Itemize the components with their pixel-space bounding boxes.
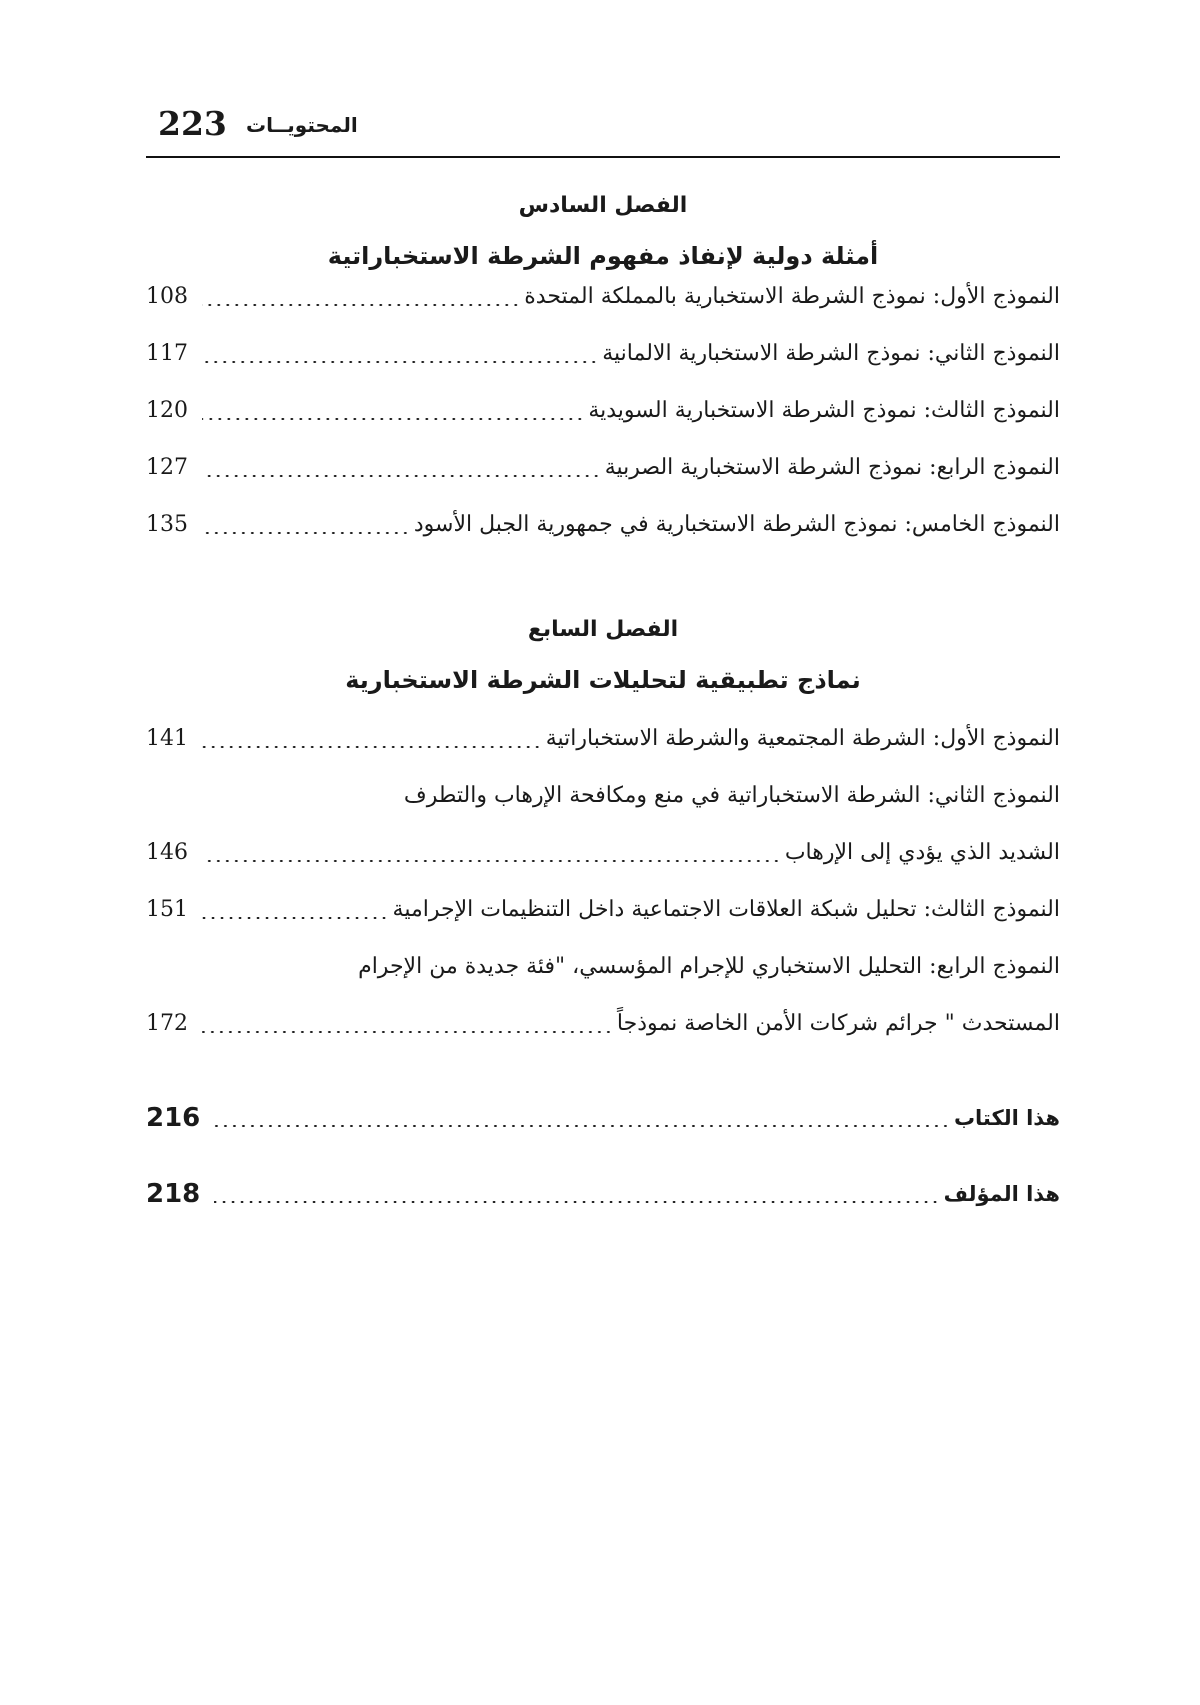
toc-entry-title: النموذج الثاني: الشرطة الاستخباراتية في منع ومكافحة الإرهاب والتطرف (403, 782, 1060, 808)
chapter-6-toc (146, 268, 1060, 553)
toc-entry[interactable] (146, 268, 1060, 325)
toc-entry[interactable] (146, 767, 1060, 824)
toc-entry-title: النموذج الرابع: التحليل الاستخباري للإجرام المؤسسي، "فئة جديدة من الإجرام (358, 953, 1060, 979)
dot-leader (202, 361, 598, 363)
toc-entry-continuation-text: المستحدث " جرائم شركات الأمن الخاصة نموذجاً (616, 1010, 1060, 1036)
toc-entry-title: النموذج الأول: نموذج الشرطة الاستخبارية بالمملكة المتحدة (524, 283, 1060, 309)
back-matter-page: 218 (146, 1179, 201, 1209)
toc-entry-page: 117 (146, 340, 188, 366)
dot-leader (202, 418, 584, 420)
back-matter-title: هذا الكتاب (953, 1106, 1060, 1130)
back-matter (146, 1080, 1060, 1232)
back-matter-entry[interactable] (146, 1080, 1060, 1156)
toc-entry-title: النموذج الخامس: نموذج الشرطة الاستخبارية في جمهورية الجبل الأسود (413, 511, 1060, 537)
toc-entry-page: 141 (146, 725, 188, 751)
toc-entry-title: النموذج الرابع: نموذج الشرطة الاستخبارية الصربية (604, 454, 1060, 480)
chapter-6-heading (146, 188, 1060, 276)
toc-entry-page: 146 (146, 839, 188, 865)
toc-entry[interactable] (146, 710, 1060, 767)
toc-entry[interactable] (146, 325, 1060, 382)
toc-entry[interactable] (146, 439, 1060, 496)
toc-entry-page: 172 (146, 1010, 188, 1036)
dot-leader (202, 917, 389, 919)
toc-entry[interactable] (146, 496, 1060, 553)
toc-entry-page: 120 (146, 397, 188, 423)
dot-leader (202, 475, 601, 477)
chapter-number: الفصل السابع (527, 617, 679, 642)
back-matter-page: 216 (146, 1103, 201, 1133)
toc-entry-title: النموذج الثالث: نموذج الشرطة الاستخبارية السويدية (588, 397, 1060, 423)
back-matter-entry[interactable] (146, 1156, 1060, 1232)
back-matter-title: هذا المؤلف (943, 1182, 1060, 1206)
toc-entry-continuation-text: الشديد الذي يؤدي إلى الإرهاب (784, 839, 1060, 865)
toc-entry[interactable] (146, 382, 1060, 439)
page-number: 223 (158, 104, 227, 143)
toc-entry-page: 151 (146, 896, 188, 922)
chapter-title: أمثلة دولية لإنفاذ مفهوم الشرطة الاستخباراتية (327, 242, 879, 270)
toc-entry[interactable] (146, 881, 1060, 938)
dot-leader (202, 1031, 613, 1033)
page-header (146, 100, 1060, 158)
toc-entry-title: النموذج الثالث: تحليل شبكة العلاقات الاجتماعية داخل التنظيمات الإجرامية (392, 896, 1060, 922)
toc-entry-page: 127 (146, 454, 188, 480)
toc-entry-continuation[interactable] (146, 995, 1060, 1052)
dot-leader (202, 532, 410, 534)
toc-entry-title: النموذج الثاني: نموذج الشرطة الاستخبارية الالمانية (602, 340, 1060, 366)
toc-entry-title: النموذج الأول: الشرطة المجتمعية والشرطة الاستخباراتية (545, 725, 1060, 751)
toc-entry-continuation[interactable] (146, 824, 1060, 881)
running-title: المحتويــات (246, 113, 358, 137)
dot-leader (202, 304, 520, 306)
dot-leader (214, 1125, 950, 1127)
chapter-7-toc (146, 710, 1060, 1052)
chapter-7-heading (146, 612, 1060, 700)
toc-entry-page: 135 (146, 511, 188, 537)
toc-entry-page: 108 (146, 283, 188, 309)
chapter-number: الفصل السادس (518, 193, 688, 218)
dot-leader (202, 860, 781, 862)
dot-leader (214, 1201, 940, 1203)
chapter-title: نماذج تطبيقية لتحليلات الشرطة الاستخبارية (345, 666, 861, 694)
toc-entry[interactable] (146, 938, 1060, 995)
dot-leader (202, 746, 542, 748)
